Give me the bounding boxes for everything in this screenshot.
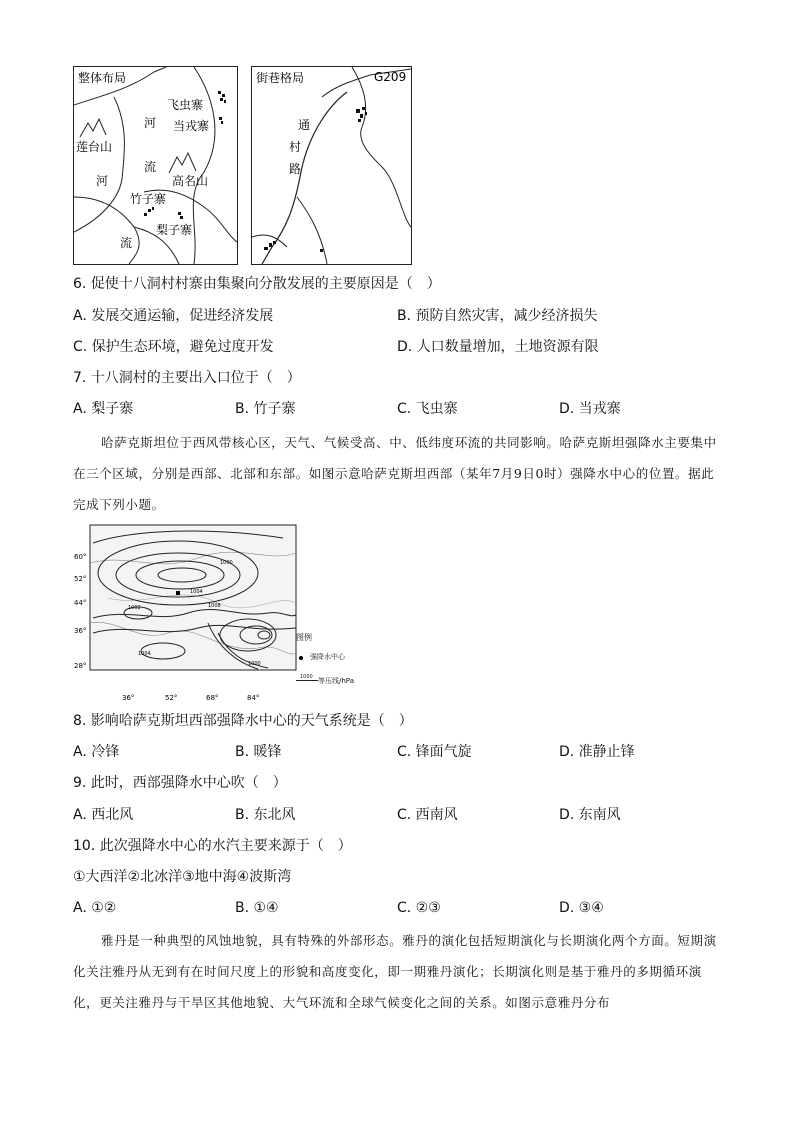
label-lizizhai: 梨子寨 — [156, 223, 193, 237]
lon-label-68: 68° — [206, 694, 219, 702]
isobar-label-2: 1004 — [190, 589, 203, 595]
legend-center-dot — [299, 656, 303, 660]
label-gaomingshan: 高名山 — [172, 174, 209, 188]
q8-option-a[interactable]: A. 冷锋 — [73, 744, 120, 760]
lat-label-60: 60° — [74, 553, 87, 561]
lat-label-52: 52° — [74, 575, 87, 583]
label-lu: 路 — [289, 162, 302, 176]
legend-isobar-sample: 1000 — [300, 674, 313, 680]
question-7-stem: 7. 十八洞村的主要出入口位于（ ） — [73, 370, 301, 386]
village-cluster-zhuzi — [144, 207, 154, 216]
overall-layout-drawing — [74, 67, 237, 264]
label-cun: 村 — [289, 140, 302, 154]
q6-option-a[interactable]: A. 发展交通运输，促进经济发展 — [73, 308, 274, 324]
q7-option-a[interactable]: A. 梨子寨 — [73, 401, 134, 417]
map-title-street: 街巷格局 — [256, 71, 305, 85]
label-feichongzhai: 飞虫寨 — [167, 98, 204, 112]
label-zhuzizhai: 竹子寨 — [130, 192, 167, 206]
q10-option-b[interactable]: B. ①④ — [235, 900, 279, 916]
street-layout-map — [251, 66, 412, 265]
lat-label-44: 44° — [74, 599, 87, 607]
isobar-label-1: 1000 — [220, 560, 233, 566]
q10-option-a[interactable]: A. ①② — [73, 900, 117, 916]
passage-kazakhstan: 哈萨克斯坦位于西风带核心区，天气、气候受高、中、低纬度环流的共同影响。哈萨克斯坦强降水主要集中在三个区域，分别是西部、北部和东部。如图示意哈萨克斯坦西部（某年7月9日0时）强降水中心的位置。据此完成下列小题。 — [73, 435, 717, 512]
q8-option-d[interactable]: D. 准静止锋 — [559, 744, 635, 760]
label-liantaishan: 莲台山 — [76, 140, 113, 154]
label-g209: G209 — [374, 70, 407, 84]
legend-center-label: 强降水中心 — [310, 653, 345, 661]
legend-isobar-line — [296, 680, 318, 681]
village-cluster-feichong — [218, 91, 226, 103]
q9-option-a[interactable]: A. 西北风 — [73, 807, 134, 823]
lon-label-36: 36° — [122, 694, 135, 702]
isobar-label-3: 1008 — [208, 603, 221, 609]
precipitation-center-marker — [176, 591, 180, 595]
q7-option-c[interactable]: C. 飞虫寨 — [397, 401, 458, 417]
q9-option-c[interactable]: C. 西南风 — [397, 807, 458, 823]
q6-option-d[interactable]: D. 人口数量增加，土地资源有限 — [397, 339, 599, 355]
q10-option-c[interactable]: C. ②③ — [397, 900, 441, 916]
map-title-overall: 整体布局 — [78, 71, 127, 85]
q9-option-d[interactable]: D. 东南风 — [559, 807, 621, 823]
legend-title: 图例 — [296, 633, 312, 642]
isobar-label-4: 1002 — [128, 605, 141, 611]
village-cluster-dangrong — [219, 117, 223, 124]
lon-label-84: 84° — [247, 694, 260, 702]
label-dangrongzhai: 当戎寨 — [173, 119, 210, 133]
street-layout-drawing — [252, 67, 411, 264]
q9-option-b[interactable]: B. 东北风 — [235, 807, 296, 823]
label-he-2: 河 — [96, 174, 109, 188]
question-10-stem: 10. 此次强降水中心的水汽主要来源于（ ） — [73, 838, 352, 854]
legend-isobar-label: 等压线/hPa — [318, 677, 354, 685]
lat-label-36: 36° — [74, 627, 87, 635]
overall-layout-map — [73, 66, 238, 265]
isobar-map-legend — [296, 632, 386, 692]
q7-option-d[interactable]: D. 当戎寨 — [559, 401, 621, 417]
q7-option-b[interactable]: B. 竹子寨 — [235, 401, 296, 417]
label-liu-2: 流 — [120, 236, 133, 250]
question-9-stem: 9. 此时，西部强降水中心吹（ ） — [73, 775, 287, 791]
label-he-1: 河 — [144, 116, 157, 130]
isobar-label-5: 1004 — [138, 651, 151, 657]
lat-label-28: 28° — [74, 662, 87, 670]
village-cluster-lizi — [178, 212, 183, 219]
q6-option-b[interactable]: B. 预防自然灾害，减少经济损失 — [397, 308, 598, 324]
question-10-choices: ①大西洋②北冰洋③地中海④波斯湾 — [73, 869, 292, 885]
q8-option-b[interactable]: B. 暖锋 — [235, 744, 282, 760]
q10-option-d[interactable]: D. ③④ — [559, 900, 604, 916]
label-liu-1: 流 — [144, 160, 157, 174]
lon-label-52: 52° — [165, 694, 178, 702]
label-tong: 通 — [298, 118, 311, 132]
question-6-stem: 6. 促使十八洞村村寨由集聚向分散发展的主要原因是（ ） — [73, 276, 441, 292]
question-8-stem: 8. 影响哈萨克斯坦西部强降水中心的天气系统是（ ） — [73, 713, 413, 729]
q8-option-c[interactable]: C. 锋面气旋 — [397, 744, 472, 760]
q6-option-c[interactable]: C. 保护生态环境，避免过度开发 — [73, 339, 274, 355]
isobar-label-6: 1000 — [248, 661, 261, 667]
passage-yardang: 雅丹是一种典型的风蚀地貌，具有特殊的外部形态。雅丹的演化包括短期演化与长期演化两个方面。短期演化关注雅丹从无到有在时间尺度上的形貌和高度变化，即一期雅丹演化；长期演化则是基于雅丹的多期循环演化，更关注雅丹与干旱区其他地貌、大气环流和全球气候变化之间的关系。如图示意雅丹分布 — [73, 933, 717, 1010]
